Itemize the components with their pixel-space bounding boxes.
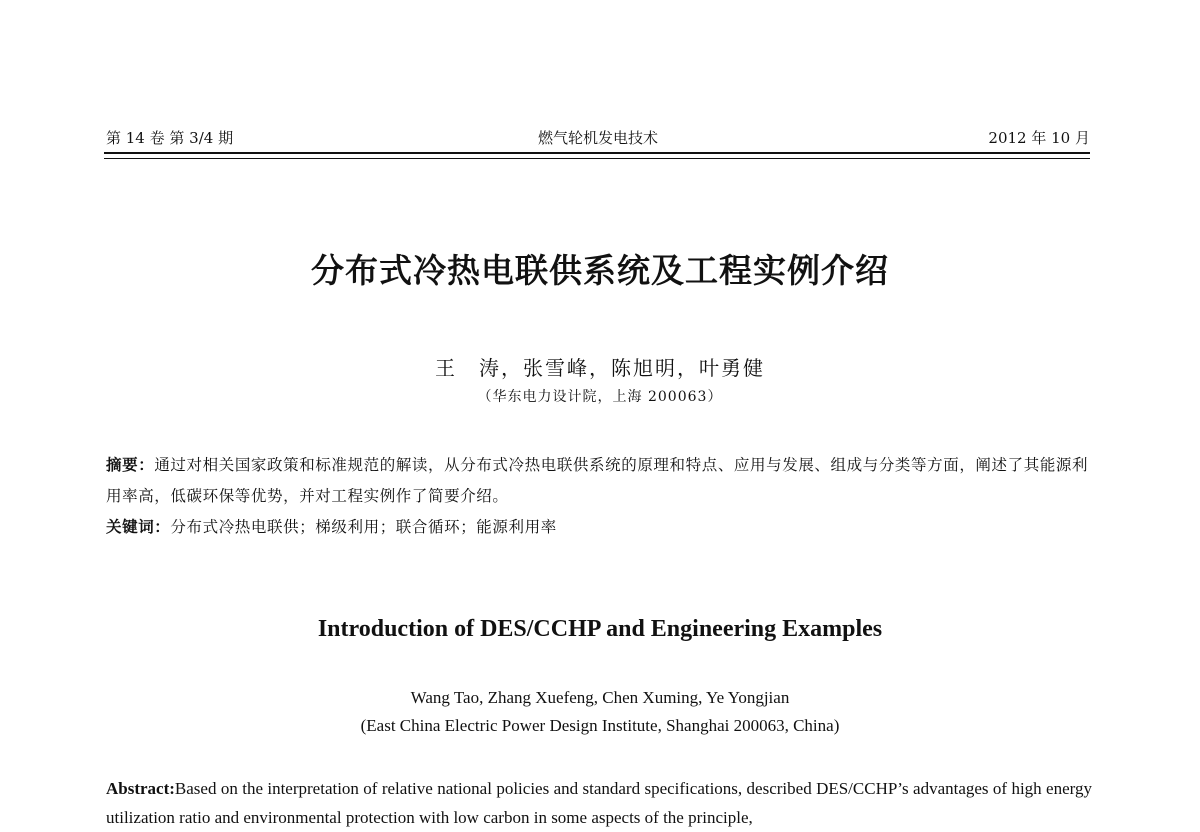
header-rule-thin (104, 158, 1090, 159)
chinese-abstract-label: 摘要： (106, 456, 155, 474)
english-authors: Wang Tao, Zhang Xuefeng, Chen Xuming, Ye Yongjian (410, 688, 790, 707)
chinese-abstract (106, 450, 1090, 512)
english-affiliation: (East China Electric Power Design Institute, Shanghai 200063, China) (360, 716, 840, 735)
header-rule-thick (104, 152, 1090, 154)
chinese-keywords-label: 关键词： (106, 518, 171, 536)
chinese-affiliation: （华东电力设计院，上海 200063） (477, 389, 723, 405)
chinese-abstract-text: 通过对相关国家政策和标准规范的解读，从分布式冷热电联供系统的原理和特点、应用与发展、组成与分类等方面，阐述了其能源利用率高，低碳环保等优势，并对工程实例作了简要介绍。 (106, 456, 1089, 505)
english-abstract-label: Abstract: (106, 779, 175, 798)
publication-date: 2012 年 10 月 (988, 129, 1090, 147)
chinese-keywords-text: 分布式冷热电联供；梯级利用；联合循环；能源利用率 (170, 518, 557, 536)
chinese-authors: 王 涛，张雪峰，陈旭明，叶勇健 (435, 356, 765, 380)
chinese-keywords (106, 512, 1090, 543)
running-header (106, 127, 1090, 149)
volume-issue: 第 14 卷 第 3/4 期 (106, 129, 234, 147)
english-title: Introduction of DES/CCHP and Engineering Examples (317, 616, 883, 642)
english-abstract-text: Based on the interpretation of relative national policies and standard specifications, described DES/CCHP’s advantages of high energy utilization ratio and environmental protection with low carbon in some aspects of the principle, (106, 779, 1092, 827)
english-abstract (106, 774, 1092, 832)
journal-name: 燃气轮机发电技术 (537, 129, 658, 147)
chinese-title: 分布式冷热电联供系统及工程实例介绍 (311, 251, 889, 290)
